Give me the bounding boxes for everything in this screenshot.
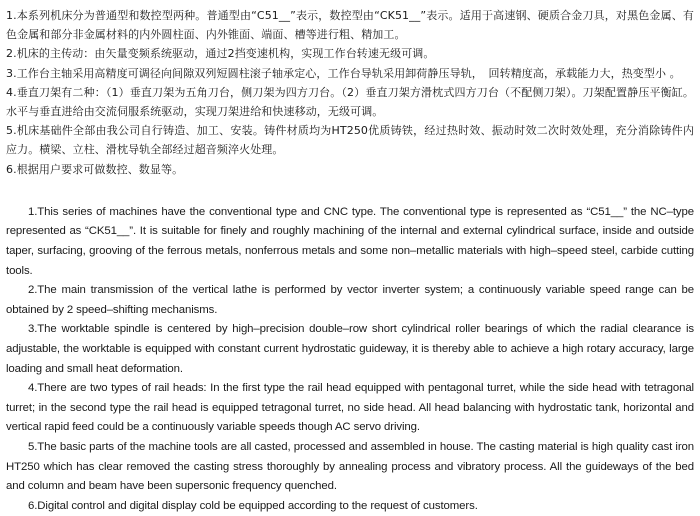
cn-paragraph-3: 3.工作台主轴采用高精度可调径向间隙双列短圆柱滚子轴承定心，工作台导轨采用卸荷静压导轨， 回转精度高，承载能力大，热变型小 。 bbox=[6, 66, 681, 80]
section-spacer bbox=[6, 179, 694, 203]
chinese-section bbox=[6, 6, 694, 179]
en-paragraph-3: 3.The worktable spindle is centered by high–precision double–row short cylindrical roller bearings of which the radial clearance is adjustable, the worktable is equipped with constant current hydrostatic guideway, it is thereby able to achieve a high rotary accuracy, large loading and small heat deformation. bbox=[6, 323, 694, 375]
english-section bbox=[6, 203, 694, 516]
cn-paragraph-6: 6.根据用户要求可做数控、数显等。 bbox=[6, 162, 184, 176]
cn-paragraph-4: 4.垂直刀架有二种：（1）垂直刀架为五角刀台，侧刀架为四方刀台。（2）垂直刀架方滑枕式四方刀台（不配侧刀架）。刀架配置静压平衡缸。水平与垂直进给由交流伺服系统驱动，实现刀架进给和快速移动，无级可调。 bbox=[6, 85, 694, 119]
en-paragraph-6: 6.Digital control and digital display cold be equipped according to the request of customers. bbox=[28, 499, 478, 512]
en-paragraph-5: 5.The basic parts of the machine tools are all casted, processed and assembled in house. The casting material is high quality cast iron HT250 which has clear removed the casting stress thoroughly by annealing process and vibratory process. All the guideways of the bed and column and beam have been supersonic frequency quenched. bbox=[6, 440, 694, 493]
en-paragraph-2: 2.The main transmission of the vertical lathe is performed by vector inverter system; a continuously variable speed range can be obtained by 2 speed–shifting mechanisms. bbox=[6, 284, 694, 316]
cn-paragraph-1: 1.本系列机床分为普通型和数控型两种。普通型由“C51__”表示，数控型由“CK51__”表示。适用于高速钢、硬质合金刀具，对黑色金属、有色金属和部分非金属材料的内外圆柱面、内外锥面、端面、槽等进行粗、精加工。 bbox=[6, 9, 694, 42]
en-paragraph-4: 4.There are two types of rail heads: In the first type the rail head equipped with pentagonal turret, while the side head with tetragonal turret; in the second type the rail head is equipped tetragonal turret, no side head. All head balancing with hydrostatic tank, horizontal and vertical rapid feed could be a continuously variable speeds though AC servo driving. bbox=[6, 382, 694, 434]
cn-paragraph-2: 2.机床的主传动：由矢量变频系统驱动，通过2挡变速机构，实现工作台转速无级可调。 bbox=[6, 47, 435, 61]
en-paragraph-1: 1.This series of machines have the conventional type and CNC type. The conventional type is represented as “C51__” the NC–type represented as “CK51__”. It is suitable for finely and roughly machining of the internal and external cylindrical surface, inside and outside taper, surfacing, grooving of the ferrous metals, nonferrous metals and some non–metallic materials with high–speed steel, carbide cutting tools. bbox=[6, 205, 694, 277]
cn-paragraph-5: 5.机床基础件全部由我公司自行铸造、加工、安装。铸件材质均为HT250优质铸铁，经过热时效、振动时效二次时效处理，充分消除铸件内应力。横梁、立柱、滑枕导轨全部经过超音频淬火处理。 bbox=[6, 124, 694, 157]
